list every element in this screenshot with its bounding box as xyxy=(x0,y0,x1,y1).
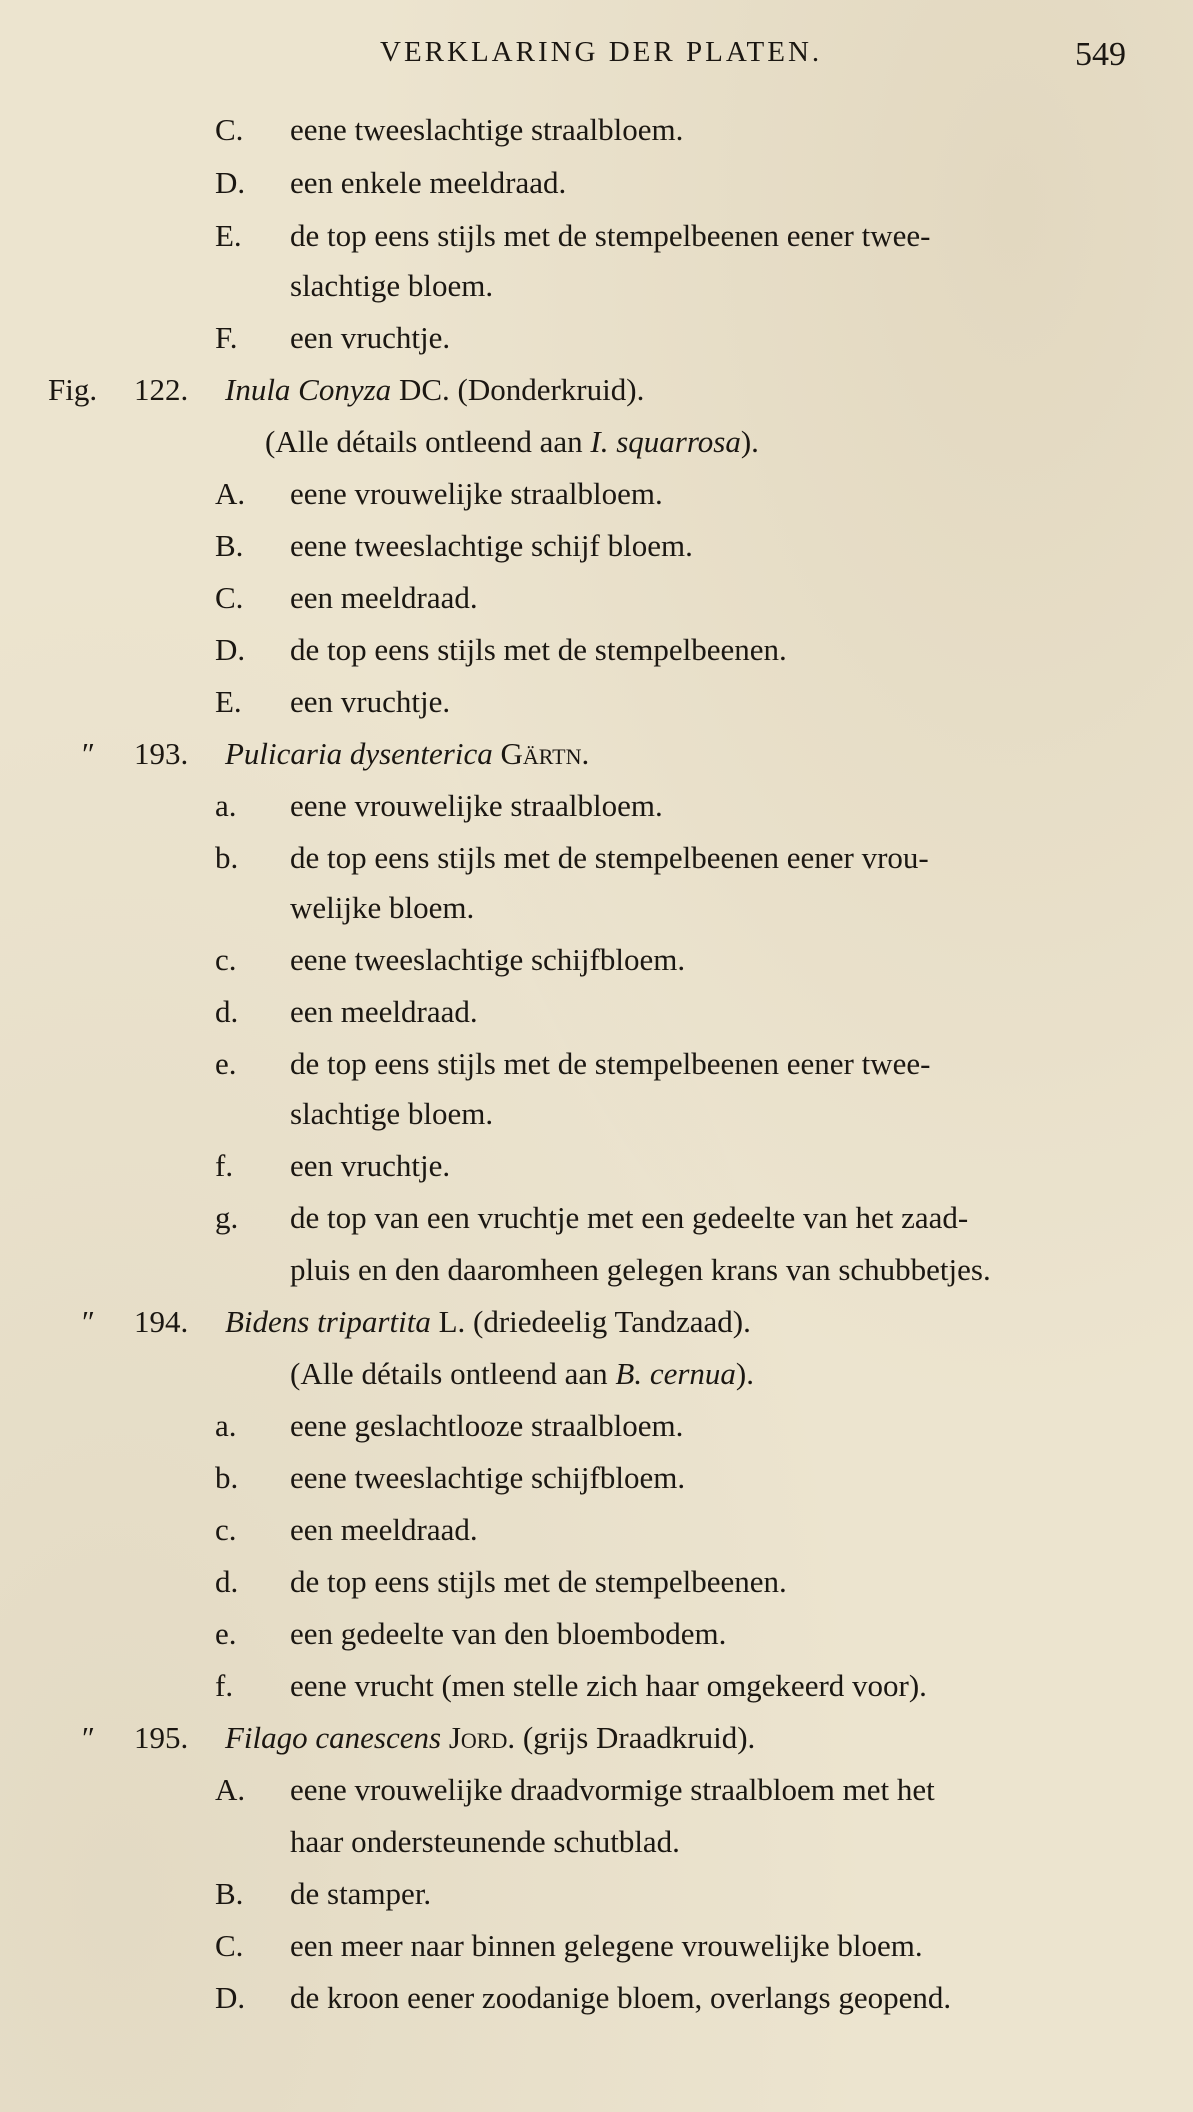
entry-line xyxy=(0,528,1193,580)
note-suffix: ). xyxy=(735,1356,754,1391)
entry-label: f. xyxy=(215,1668,234,1703)
entry-label: F. xyxy=(215,320,238,355)
entry-text: eene vrucht (men stelle zich haar omgekeerd voor). xyxy=(290,1668,927,1703)
entry-label: c. xyxy=(215,942,237,977)
entry-line xyxy=(0,1772,1193,1824)
note-text xyxy=(265,424,759,460)
entry-label: f. xyxy=(215,1148,234,1183)
note-species: B. cernua xyxy=(615,1356,736,1391)
entry-continuation xyxy=(0,890,1193,942)
entry-line xyxy=(0,1980,1193,2032)
entry-label: a. xyxy=(215,1408,237,1443)
entry-text: de top eens stijls met de stempelbeenen. xyxy=(290,632,787,667)
entry-text: een meeldraad. xyxy=(290,580,478,615)
common-name: (Donderkruid). xyxy=(457,372,645,407)
running-title: VERKLARING DER PLATEN. xyxy=(380,36,823,68)
species-author: DC. xyxy=(398,372,450,407)
entry-text: de top eens stijls met de stempelbeenen eener twee- xyxy=(290,218,931,253)
species-author: L. xyxy=(438,1304,466,1339)
species-name: Bidens tripartita xyxy=(225,1304,431,1339)
entry-text: de top eens stijls met de stempelbeenen. xyxy=(290,1564,787,1599)
figure-heading-193 xyxy=(0,736,1193,788)
entry-line xyxy=(0,580,1193,632)
entry-label: D. xyxy=(215,1980,246,2015)
entry-line xyxy=(0,1876,1193,1928)
entry-label: B. xyxy=(215,528,244,563)
entry-label: a. xyxy=(215,788,237,823)
entry-label: E. xyxy=(215,218,242,253)
common-name: (driedeelig Tandzaad). xyxy=(473,1304,751,1339)
entry-text: eene tweeslachtige straalbloem. xyxy=(290,112,684,147)
entry-line xyxy=(0,1408,1193,1460)
entry-label: e. xyxy=(215,1046,237,1081)
entry-line xyxy=(0,1564,1193,1616)
entry-line xyxy=(0,788,1193,840)
entry-text: eene tweeslachtige schijfbloem. xyxy=(290,1460,686,1495)
entry-line xyxy=(0,476,1193,528)
entry-label: C. xyxy=(215,580,244,615)
entry-line xyxy=(0,1460,1193,1512)
note-text xyxy=(290,1356,754,1392)
note-suffix: ). xyxy=(740,424,759,459)
entry-line xyxy=(0,1046,1193,1098)
entry-label: b. xyxy=(215,1460,239,1495)
ditto-mark: ″ xyxy=(82,1720,95,1755)
entry-label: E. xyxy=(215,684,242,719)
page-header xyxy=(0,30,1193,90)
entry-label: d. xyxy=(215,1564,239,1599)
entry-line xyxy=(0,165,1193,217)
entry-label: c. xyxy=(215,1512,237,1547)
figure-heading-195 xyxy=(0,1720,1193,1772)
figure-number: 122. xyxy=(134,372,189,407)
species-line xyxy=(225,736,589,772)
page-number: 549 xyxy=(1075,36,1126,73)
entry-label: A. xyxy=(215,1772,246,1807)
common-name: (grijs Draadkruid). xyxy=(522,1720,756,1755)
entry-line xyxy=(0,1668,1193,1720)
figure-number: 195. xyxy=(134,1720,189,1755)
entry-text: een vruchtje. xyxy=(290,320,451,355)
ditto-mark: ″ xyxy=(82,1304,95,1339)
species-line xyxy=(225,1304,751,1340)
entry-line xyxy=(0,994,1193,1046)
entry-line xyxy=(0,632,1193,684)
entry-line xyxy=(0,840,1193,892)
entry-text: de stamper. xyxy=(290,1876,432,1911)
species-author: Jord. xyxy=(448,1720,516,1755)
figure-note xyxy=(0,1356,1193,1408)
species-name: Pulicaria dysenterica xyxy=(225,736,493,771)
entry-label: A. xyxy=(215,476,246,511)
entry-continuation xyxy=(0,268,1193,320)
entry-text: een meeldraad. xyxy=(290,994,478,1029)
figure-heading-122 xyxy=(0,372,1193,424)
entry-line xyxy=(0,684,1193,736)
entry-line xyxy=(0,1616,1193,1668)
entry-text: een gedeelte van den bloembodem. xyxy=(290,1616,727,1651)
species-author: Gärtn. xyxy=(500,736,590,771)
figure-number: 193. xyxy=(134,736,189,771)
entry-text-continued: slachtige bloem. xyxy=(290,268,494,303)
species-name: Filago canescens xyxy=(225,1720,442,1755)
entry-line xyxy=(0,1148,1193,1200)
entry-label: b. xyxy=(215,840,239,875)
entry-label: B. xyxy=(215,1876,244,1911)
entry-text: een vruchtje. xyxy=(290,1148,451,1183)
entry-text-continued: pluis en den daaromheen gelegen krans van schubbetjes. xyxy=(290,1252,991,1287)
note-prefix: (Alle détails ontleend aan xyxy=(290,1356,608,1391)
entry-label: e. xyxy=(215,1616,237,1651)
entry-label: g. xyxy=(215,1200,239,1235)
entry-text: eene geslachtlooze straalbloem. xyxy=(290,1408,684,1443)
note-species: I. squarrosa xyxy=(590,424,741,459)
entry-line xyxy=(0,320,1193,372)
entry-label: d. xyxy=(215,994,239,1029)
ditto-mark: ″ xyxy=(82,736,95,771)
species-line xyxy=(225,1720,755,1756)
entry-continuation xyxy=(0,1252,1193,1304)
entry-text: eene vrouwelijke draadvormige straalbloem met het xyxy=(290,1772,935,1807)
entry-continuation xyxy=(0,1096,1193,1148)
entry-continuation xyxy=(0,1824,1193,1876)
figure-number: 194. xyxy=(134,1304,189,1339)
entry-line xyxy=(0,112,1193,164)
note-prefix: (Alle détails ontleend aan xyxy=(265,424,583,459)
entry-line xyxy=(0,1512,1193,1564)
entry-text: een vruchtje. xyxy=(290,684,451,719)
entry-text: een meeldraad. xyxy=(290,1512,478,1547)
entry-text: de kroon eener zoodanige bloem, overlangs geopend. xyxy=(290,1980,952,2015)
entry-text: de top eens stijls met de stempelbeenen eener vrou- xyxy=(290,840,929,875)
entry-text: eene tweeslachtige schijfbloem. xyxy=(290,942,686,977)
figure-note xyxy=(0,424,1193,476)
entry-line xyxy=(0,1928,1193,1980)
entry-label: C. xyxy=(215,112,244,147)
entry-text: de top van een vruchtje met een gedeelte van het zaad- xyxy=(290,1200,969,1235)
species-name: Inula Conyza xyxy=(225,372,392,407)
entry-line xyxy=(0,942,1193,994)
entry-label: D. xyxy=(215,632,246,667)
species-line xyxy=(225,372,644,408)
entry-text: de top eens stijls met de stempelbeenen eener twee- xyxy=(290,1046,931,1081)
entry-text: een meer naar binnen gelegene vrouwelijke bloem. xyxy=(290,1928,923,1963)
entry-text-continued: slachtige bloem. xyxy=(290,1096,494,1131)
figure-heading-194 xyxy=(0,1304,1193,1356)
entry-text: eene vrouwelijke straalbloem. xyxy=(290,788,663,823)
entry-line xyxy=(0,1200,1193,1252)
figure-prefix: Fig. xyxy=(48,372,98,407)
entry-text-continued: welijke bloem. xyxy=(290,890,475,925)
entry-text: eene vrouwelijke straalbloem. xyxy=(290,476,663,511)
entry-text: een enkele meeldraad. xyxy=(290,165,567,200)
entry-label: C. xyxy=(215,1928,244,1963)
entry-label: D. xyxy=(215,165,246,200)
entry-text: eene tweeslachtige schijf bloem. xyxy=(290,528,693,563)
entry-text-continued: haar ondersteunende schutblad. xyxy=(290,1824,680,1859)
entry-line xyxy=(0,218,1193,270)
